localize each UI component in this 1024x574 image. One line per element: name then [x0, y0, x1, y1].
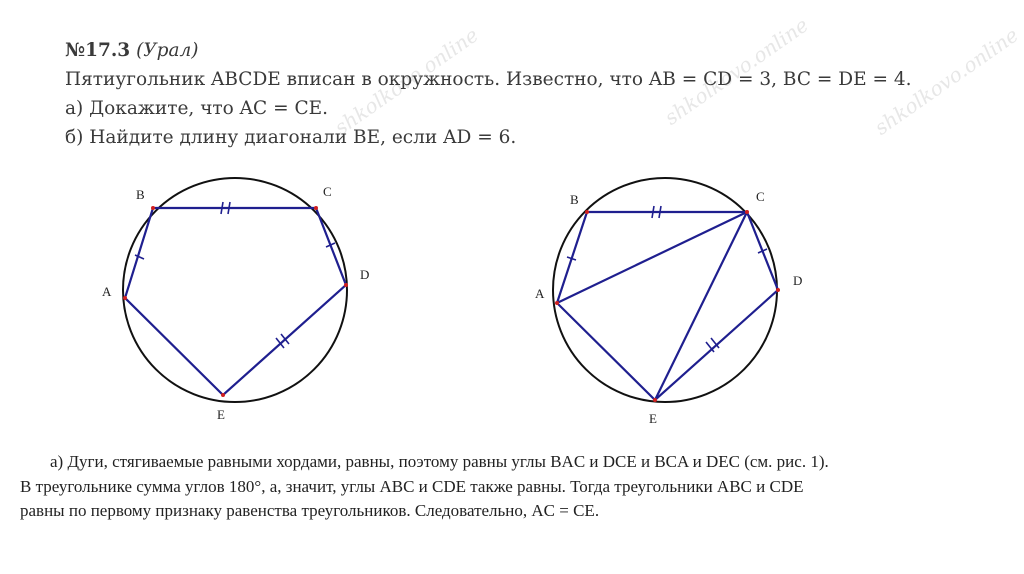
vertex-label-c: C — [756, 189, 765, 204]
problem-statement: Пятиугольник ABCDE вписан в окружность. Известно, что AB = CD = 3, BC = DE = 4. — [65, 69, 912, 90]
figure-1 — [90, 175, 380, 425]
vertex-label-b: B — [136, 187, 145, 202]
vertex-label-e: E — [649, 411, 657, 426]
solution-line-1: а) Дуги, стягиваемые равными хордами, равны, поэтому равны углы BAC и DCE и BCA и DEC (см. рис. 1). — [50, 452, 829, 471]
problem-header — [65, 36, 912, 65]
diagonal-ce — [655, 212, 747, 400]
equal-tick-marks — [567, 206, 767, 352]
problem-block — [65, 36, 912, 152]
vertex-label-d: D — [360, 267, 370, 282]
solution-line-2: В треугольнике сумма углов 180°, а, значит, углы ABC и CDE также равны. Тогда треугольники ABC и CDE — [20, 476, 804, 496]
vertex-label-d: D — [793, 273, 803, 288]
pentagon-abcde — [125, 208, 346, 395]
diagonal-ac — [557, 212, 747, 303]
watermark: shkolkovo.online — [660, 12, 813, 130]
problem-source: (Урал) — [136, 40, 199, 61]
solution-line-3: равны по первому признаку равенства треугольников. Следовательно, AC = CE. — [20, 501, 600, 520]
circumcircle — [123, 178, 347, 402]
pentagon-abcde — [557, 212, 778, 400]
watermark: shkolkovo.online — [330, 22, 483, 140]
problem-number: №17.3 — [65, 40, 131, 61]
watermark: shkolkovo.online — [870, 22, 1023, 140]
vertex-label-a: A — [535, 286, 545, 301]
vertex-label-c: C — [323, 184, 332, 199]
vertex-label-a: A — [102, 284, 112, 299]
figure-2 — [530, 170, 820, 428]
equal-tick-marks — [135, 202, 335, 348]
vertex-label-b: B — [570, 192, 579, 207]
problem-part-b: б) Найдите длину диагонали BE, если AD = 6. — [65, 127, 517, 148]
vertex-label-e: E — [217, 407, 225, 422]
solution-block — [20, 450, 1016, 524]
problem-part-a: а) Докажите, что AC = CE. — [65, 98, 328, 119]
